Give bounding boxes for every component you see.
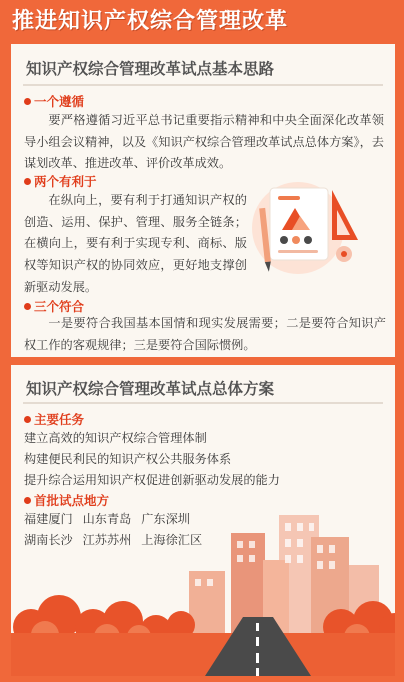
bullet-dot-icon [24, 497, 31, 504]
pilot-row [24, 510, 190, 527]
divider [23, 84, 383, 86]
pilot-city: 福建厦门 [24, 512, 73, 526]
document-chart-icon [240, 178, 362, 278]
section-heading: 三个符合 [24, 297, 84, 315]
task-item: 建立高效的知识产权综合管理体制 [24, 431, 207, 445]
banner [0, 0, 404, 40]
section-text: 在纵向上，要有利于打通知识产权的创造、运用、保护、管理、服务全链条；在横向上，要有利于实现专利、商标、版权等知识产权的协同效应，更好地支撑创新驱动发展。 [24, 193, 247, 294]
overall-plan-card [11, 365, 395, 676]
task-item: 提升综合运用知识产权促进创新驱动发展的能力 [24, 473, 280, 487]
task-item: 构建便民利民的知识产权公共服务体系 [24, 452, 232, 466]
section-heading: 两个有利于 [24, 172, 97, 190]
pilot-city: 湖南长沙 [24, 533, 73, 547]
card-title: 知识产权综合管理改革试点基本思路 [26, 60, 275, 78]
pilot-city: 江苏苏州 [82, 533, 132, 547]
bullet-dot-icon [24, 98, 31, 105]
bullet-dot-icon [24, 178, 31, 185]
section-text: 一是要符合我国基本国情和现实发展需要；二是要符合知识产权工作的客观规律；三是要符合国际惯例。 [24, 316, 386, 352]
pilot-city: 上海徐汇区 [141, 533, 203, 547]
banner-title: 推进知识产权综合管理改革 [12, 9, 289, 34]
triangle-ruler-icon [332, 190, 358, 240]
card-title: 知识产权综合管理改革试点总体方案 [26, 380, 275, 398]
section-heading: 一个遵循 [24, 92, 84, 110]
section-text: 要严格遵循习近平总书记重要指示精神和中央全面深化改革领导小组会议精神，以及《知识产权综合管理改革试点总体方案》，去谋划改革、推进改革、评价改革成效。 [24, 113, 384, 171]
pilot-city: 广东深圳 [141, 512, 190, 526]
pilot-city: 山东青岛 [82, 512, 132, 526]
section-heading: 首批试点地方 [24, 491, 109, 509]
section-heading: 主要任务 [24, 410, 84, 428]
bullet-dot-icon [24, 416, 31, 423]
bullet-dot-icon [24, 303, 31, 310]
pilot-row [24, 531, 202, 548]
